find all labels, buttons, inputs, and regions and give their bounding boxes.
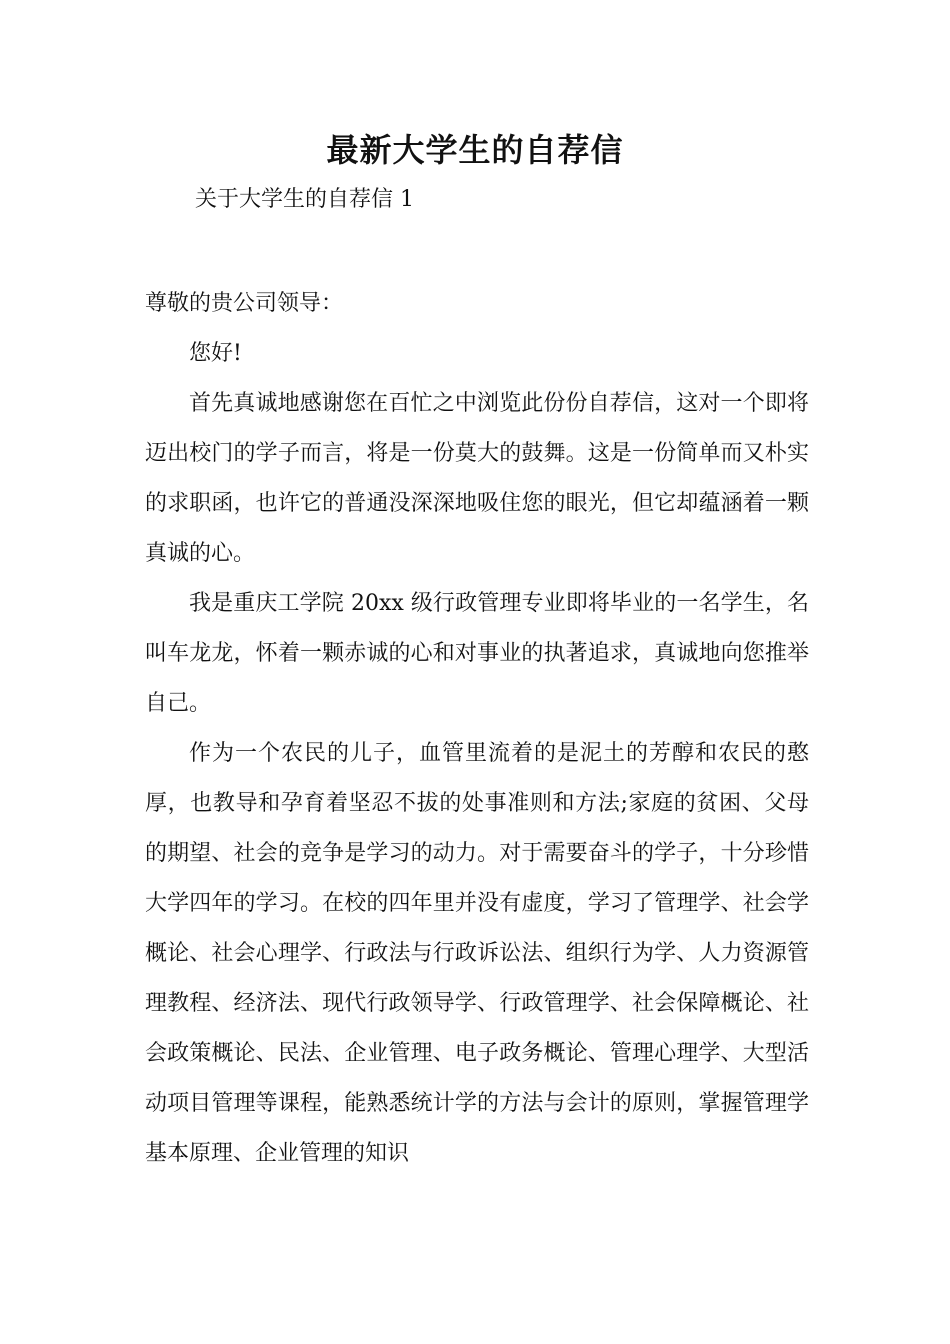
greeting: 您好! <box>189 341 242 366</box>
letter-body <box>145 279 809 1179</box>
paragraph-2: 我是重庆工学院 20xx 级行政管理专业即将毕业的一名学生，名叫车龙龙，怀着一颗赤诚的心和对事业的执著追求，真诚地向您推举自己。 <box>145 591 809 716</box>
document-subtitle: 关于大学生的自荐信 1 <box>195 187 414 212</box>
paragraph-3: 作为一个农民的儿子，血管里流着的是泥土的芳醇和农民的憨厚，也教导和孕育着坚忍不拔的处事准则和方法;家庭的贫困、父母的期望、社会的竞争是学习的动力。对于需要奋斗的学子，十分珍惜大学四年的学习。在校的四年里并没有虚度，学习了管理学、社会学概论、社会心理学、行政法与行政诉讼法、组织行为学、人力资源管理教程、经济法、现代行政领导学、行政管理学、社会保障概论、社会政策概论、民法、企业管理、电子政务概论、管理心理学、大型活动项目管理等课程，能熟悉统计学的方法与会计的原则，掌握管理学基本原理、企业管理的知识 <box>145 741 809 1166</box>
paragraph-1: 首先真诚地感谢您在百忙之中浏览此份份自荐信，这对一个即将迈出校门的学子而言，将是一份莫大的鼓舞。这是一份简单而又朴实的求职函，也许它的普通没深深地吸住您的眼光，但它却蕴涵着一颗真诚的心。 <box>145 391 809 566</box>
document-title: 最新大学生的自荐信 <box>326 131 624 169</box>
salutation: 尊敬的贵公司领导： <box>145 291 344 316</box>
